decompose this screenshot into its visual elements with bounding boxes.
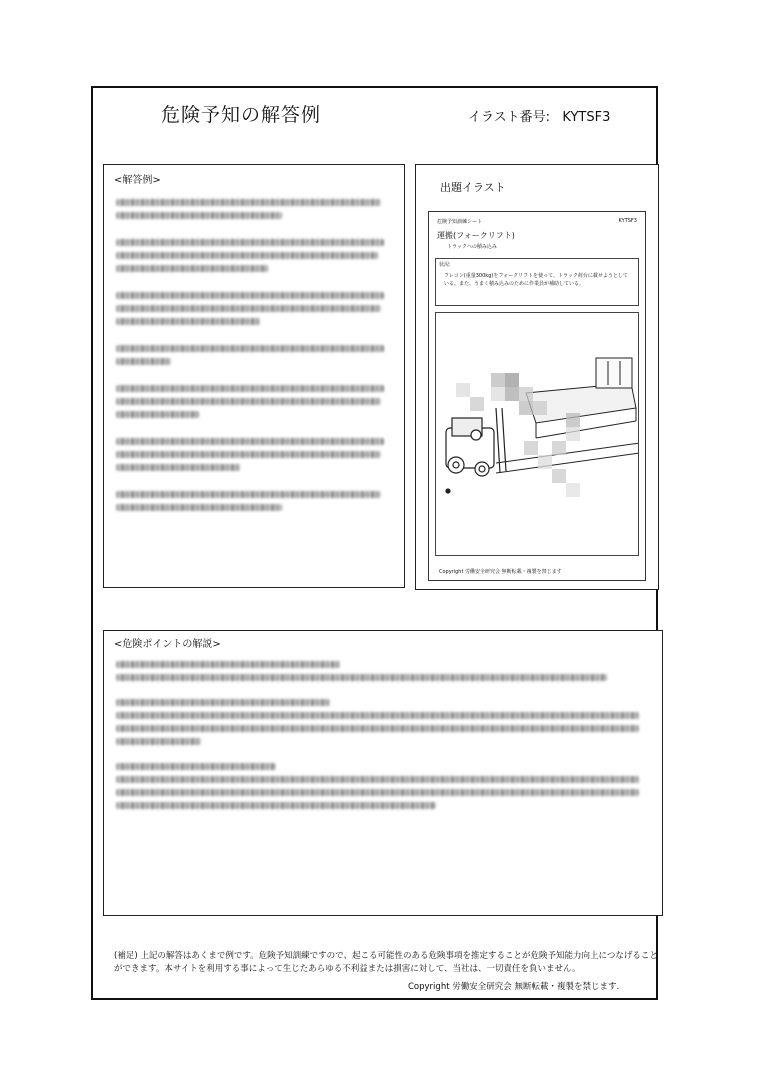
redacted-answer-text bbox=[116, 199, 392, 517]
answer-panel-title: <解答例> bbox=[114, 175, 161, 186]
sheet-title: 運搬(フォークリフト) bbox=[437, 231, 515, 240]
sheet-copyright: Copyright 労働安全研究会 無断転載・複製を禁じます bbox=[439, 569, 562, 575]
sheet-subtitle: トラックへの積み込み bbox=[447, 244, 497, 250]
answer-panel bbox=[103, 164, 405, 588]
illustration-number-code: KYTSF3 bbox=[562, 110, 611, 125]
illustration-number bbox=[468, 106, 610, 125]
danger-points-panel bbox=[103, 630, 663, 916]
forklift-truck-drawing bbox=[436, 313, 639, 556]
illustration-panel-title: 出題イラスト bbox=[440, 181, 506, 194]
page-title: 危険予知の解答例 bbox=[161, 104, 322, 126]
training-sheet bbox=[428, 211, 646, 581]
illustration-panel bbox=[415, 164, 659, 590]
illustration-number-label: イラスト番号: bbox=[468, 110, 550, 125]
status-label: 状況: bbox=[439, 262, 451, 268]
sheet-label: 危険予知訓練シート bbox=[437, 219, 483, 225]
redacted-points-text bbox=[116, 661, 650, 815]
sheet-code: KYTSF3 bbox=[618, 218, 637, 224]
scene-illustration bbox=[435, 312, 639, 556]
status-text: フレコン(重量300kg)をフォークリフトを使って、トラック荷台に載せようとしている。また、うまく積み込みのために作業員が補助している。 bbox=[444, 273, 628, 287]
status-box bbox=[435, 258, 639, 306]
danger-points-title: <危険ポイントの解説> bbox=[114, 639, 221, 650]
footer-copyright: Copyright 労働安全研究会 無断転載・複製を禁じます. bbox=[408, 982, 620, 992]
disclaimer-note: (補足) 上記の解答はあくまで例です。危険予知訓練ですので、起こる可能性のある危険事項を推定することが危険予知能力向上につなげることができます。本サイトを利用する事によって生じたあらゆる不利益または損害に対して、当社は、一切責任を負いません。 bbox=[114, 951, 658, 974]
